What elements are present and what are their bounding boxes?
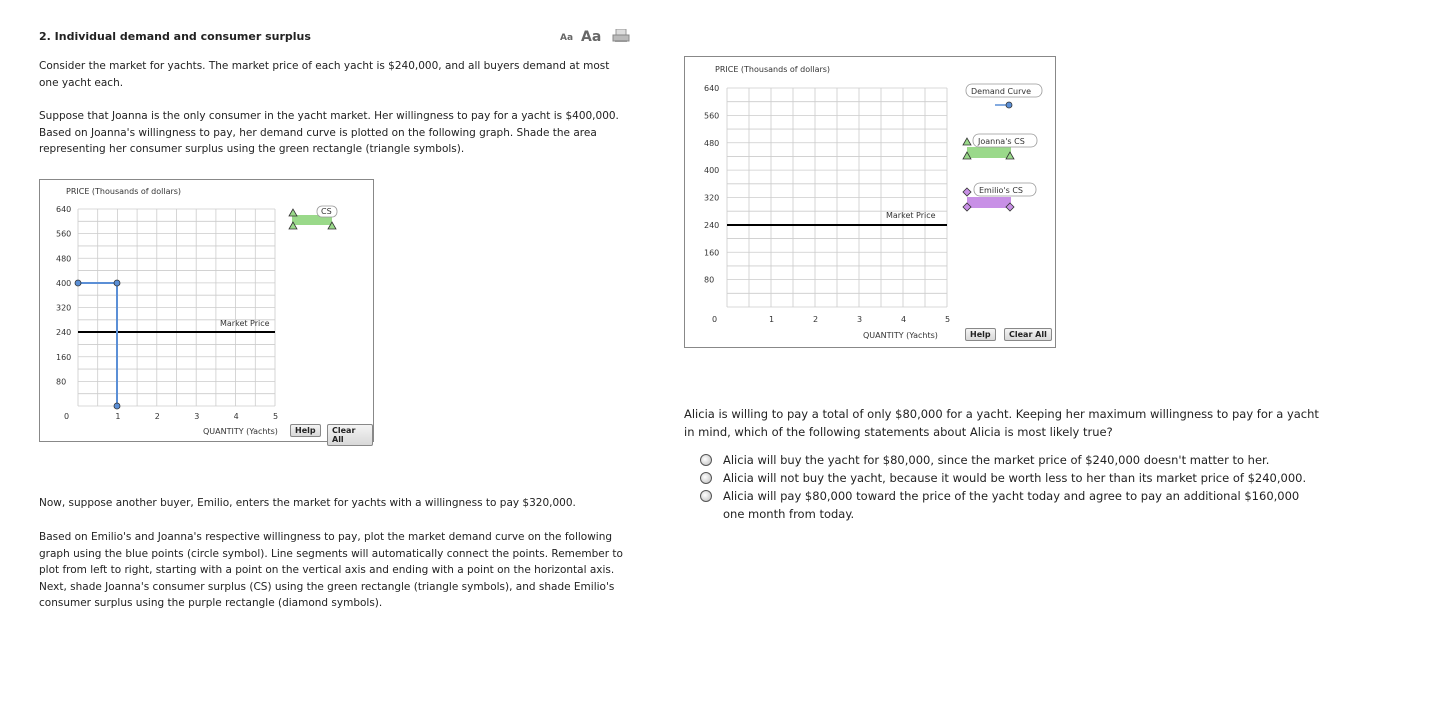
- cs-triangle-1: [289, 209, 297, 216]
- joanna-graph-canvas[interactable]: [40, 180, 373, 441]
- joanna-tool-label: Joanna's CS: [978, 137, 1025, 146]
- graph1-market-price-label: Market Price: [220, 319, 270, 328]
- instructions-paragraph: Based on Emilio's and Joanna's respective willingness to pay, plot the market demand curve on the following graph using the blue points (circle symbol). Line segments will automatically connect the points. Remember to plot from left to right, starting with a point on the vertical axis and ending with a point on the horizontal axis. Next, shade Joanna's consumer surplus (CS) using the green rectangle (triangle symbols), and shade Emilio's consumer surplus using the purple rectangle (diamond symbols).: [39, 531, 623, 609]
- answer-options: [700, 451, 1340, 523]
- graph1-grid: [78, 209, 275, 406]
- y-tick-label: 560: [704, 111, 720, 121]
- graph2-clear-button[interactable]: Clear All: [1004, 328, 1052, 341]
- x-tick-label: 4: [901, 315, 907, 324]
- question-title: 2. Individual demand and consumer surplus: [39, 30, 311, 43]
- y-tick-label: 80: [56, 377, 67, 387]
- x-tick-label: 1: [115, 412, 121, 421]
- emilio-tool-rect: [967, 197, 1011, 208]
- graph1-x-axis-label: QUANTITY (Yachts): [203, 427, 278, 436]
- x-tick-label: 5: [945, 315, 951, 324]
- y-tick-label: 160: [56, 352, 72, 362]
- answer-option-2[interactable]: [700, 469, 1340, 487]
- y-tick-label: 480: [56, 254, 72, 264]
- x-tick-label: 3: [194, 412, 200, 421]
- radio-button[interactable]: [700, 490, 712, 502]
- graph2-grid: [727, 88, 947, 307]
- graph1-clear-button[interactable]: Clear All: [327, 424, 373, 446]
- market-graph-canvas[interactable]: [685, 57, 1055, 347]
- y-tick-label: 160: [704, 248, 720, 258]
- graph1-help-button[interactable]: Help: [290, 424, 321, 437]
- x-tick-label: 0: [64, 412, 70, 421]
- demand-point-2: [114, 280, 120, 286]
- market-demand-graph[interactable]: [684, 56, 1056, 348]
- decrease-font-button[interactable]: Aa: [560, 33, 574, 43]
- graph2-market-price-label: Market Price: [886, 211, 936, 220]
- demand-tool-point: [1006, 102, 1012, 108]
- y-tick-label: 560: [56, 229, 72, 239]
- intro-paragraph: Consider the market for yachts. The market price of each yacht is $240,000, and all buyers demand at most one yacht each.: [39, 60, 610, 89]
- x-tick-label: 4: [233, 412, 239, 421]
- emilio-tool-label: Emilio's CS: [979, 186, 1023, 195]
- joanna-triangle-1: [963, 138, 971, 145]
- x-tick-label: 3: [857, 315, 863, 324]
- increase-font-button[interactable]: Aa: [581, 29, 602, 45]
- y-tick-label: 400: [56, 278, 72, 288]
- y-tick-label: 400: [704, 166, 720, 176]
- y-tick-label: 240: [704, 220, 720, 230]
- y-tick-label: 240: [56, 328, 72, 338]
- graph1-y-axis-label: PRICE (Thousands of dollars): [66, 187, 182, 196]
- alicia-question: Alicia is willing to pay a total of only $80,000 for a yacht. Keeping her maximum willingness to pay for a yacht in mind, which of the following statements about Alicia is most likely true?: [684, 407, 1319, 439]
- x-tick-label: 5: [273, 412, 279, 421]
- x-tick-label: 2: [154, 412, 160, 421]
- y-tick-label: 480: [704, 138, 720, 148]
- option-label[interactable]: Alicia will buy the yacht for $80,000, since the market price of $240,000 doesn't matter to her.: [723, 453, 1270, 467]
- emilio-diamond-1: [963, 188, 971, 196]
- demand-tool-label: Demand Curve: [971, 87, 1032, 96]
- answer-option-3[interactable]: [700, 487, 1340, 523]
- y-tick-label: 640: [56, 205, 72, 214]
- demand-point-3: [114, 403, 120, 409]
- demand-point-1: [75, 280, 81, 286]
- radio-button[interactable]: [700, 472, 712, 484]
- joanna-cs-graph[interactable]: [39, 179, 374, 442]
- y-tick-label: 320: [704, 193, 720, 203]
- graph2-help-button[interactable]: Help: [965, 328, 996, 341]
- joanna-tool-rect: [967, 147, 1011, 158]
- y-tick-label: 640: [704, 84, 720, 93]
- option-label[interactable]: Alicia will not buy the yacht, because it would be worth less to her than its market price of $240,000.: [723, 471, 1307, 485]
- radio-button[interactable]: [700, 454, 712, 466]
- answer-option-1[interactable]: [700, 451, 1340, 469]
- x-tick-label: 2: [813, 315, 819, 324]
- x-tick-label: 0: [712, 315, 718, 324]
- cs-tool-label: CS: [321, 207, 332, 216]
- joanna-paragraph: Suppose that Joanna is the only consumer in the yacht market. Her willingness to pay for a yacht is $400,000. Based on Joanna's willingness to pay, her demand curve is plotted on the following graph. Shade the area representing her consumer surplus using the green rectangle (triangle symbols).: [39, 110, 619, 155]
- y-tick-label: 320: [56, 303, 72, 313]
- graph2-y-axis-label: PRICE (Thousands of dollars): [715, 65, 831, 74]
- x-tick-label: 1: [769, 315, 775, 324]
- graph2-x-axis-label: QUANTITY (Yachts): [863, 331, 938, 340]
- printer-icon[interactable]: [612, 28, 630, 42]
- y-tick-label: 80: [704, 275, 715, 285]
- option-label[interactable]: Alicia will pay $80,000 toward the price of the yacht today and agree to pay an additional $160,000 one month from today.: [723, 489, 1300, 521]
- emilio-paragraph: Now, suppose another buyer, Emilio, enters the market for yachts with a willingness to pay $320,000.: [39, 497, 576, 509]
